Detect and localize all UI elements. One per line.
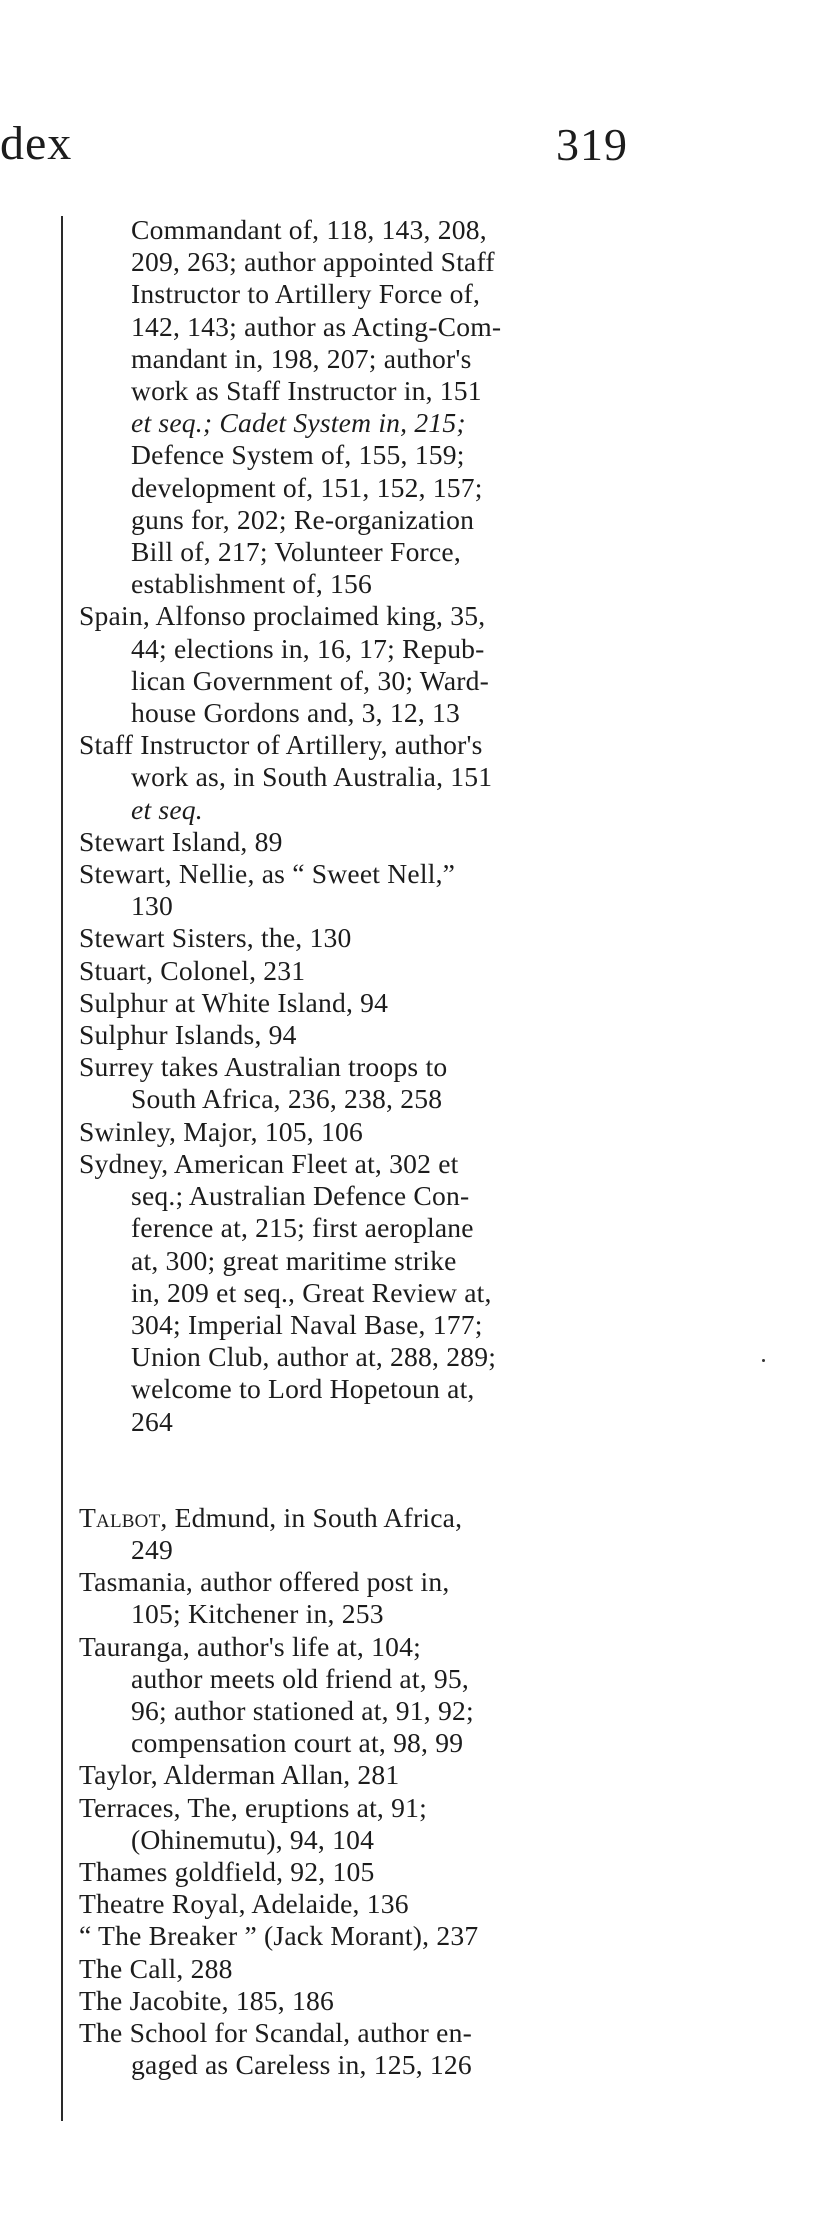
entry-line: et seq.; Cadet System in, 215;	[131, 407, 466, 439]
index-entry	[79, 1116, 646, 1148]
entry-line: 304; Imperial Naval Base, 177;	[131, 1308, 483, 1340]
entry-head-smallcaps: Talbot	[79, 1501, 161, 1533]
entry-line: et seq.	[131, 793, 203, 825]
entry-line: gaged as Careless in, 125, 126	[131, 2049, 472, 2081]
entry-line: Instructor to Artillery Force of,	[131, 278, 481, 310]
index-entry	[79, 826, 646, 858]
entry-head	[79, 1502, 646, 1534]
entry-head: Sulphur Islands, 94	[79, 1019, 297, 1051]
entry-head: Tauranga, author's life at, 104;	[79, 1630, 421, 1662]
index-entry	[79, 1953, 646, 1985]
index-entry	[79, 987, 646, 1019]
entry-line: 105; Kitchener in, 253	[131, 1598, 384, 1630]
entry-line: house Gordons and, 3, 12, 13	[131, 697, 461, 729]
entry-line: 130	[131, 890, 173, 922]
entry-line: work as Staff Instructor in, 151	[131, 375, 482, 407]
index-entry-continued	[79, 214, 646, 600]
entry-line: author meets old friend at, 95,	[131, 1662, 469, 1694]
page-number: 319	[556, 119, 628, 170]
entry-line: Defence System of, 155, 159;	[131, 439, 465, 471]
entry-line: 249	[131, 1533, 173, 1565]
entry-line: at, 300; great maritime strike	[131, 1244, 457, 1276]
letter-gap	[79, 1438, 646, 1502]
index-entry	[79, 1920, 646, 1952]
entry-head-rest: , Edmund, in South Africa,	[160, 1501, 463, 1533]
index-entry	[79, 1985, 646, 2017]
entry-head: Sulphur at White Island, 94	[79, 986, 389, 1018]
running-header-word: dex	[0, 117, 73, 170]
index-entry	[79, 2017, 646, 2081]
entry-head: The School for Scandal, author en-	[79, 2016, 472, 2048]
entry-line: seq.; Australian Defence Con-	[131, 1180, 470, 1212]
entry-line: (Ohinemutu), 94, 104	[131, 1823, 375, 1855]
index-entry	[79, 1502, 646, 1566]
entry-line: establishment of, 156	[131, 568, 373, 600]
entry-head: Stewart Island, 89	[79, 825, 283, 857]
entry-head: The Call, 288	[79, 1952, 233, 1984]
index-entry	[79, 1792, 646, 1856]
entry-head: Theatre Royal, Adelaide, 136	[79, 1888, 409, 1920]
entry-head: Staff Instructor of Artillery, author's	[79, 729, 483, 761]
entry-line: 96; author stationed at, 91, 92;	[131, 1694, 474, 1726]
entry-head: Taylor, Alderman Allan, 281	[79, 1759, 400, 1791]
entry-line: work as, in South Australia, 151	[131, 761, 493, 793]
entry-line: South Africa, 236, 238, 258	[131, 1083, 443, 1115]
index-entry	[79, 922, 646, 954]
entry-head: Stewart, Nellie, as “ Sweet Nell,”	[79, 858, 456, 890]
entry-head: Surrey takes Australian troops to	[79, 1051, 448, 1083]
specks	[762, 1359, 765, 1362]
entry-head: Spain, Alfonso proclaimed king, 35,	[79, 600, 486, 632]
entry-head: “ The Breaker ” (Jack Morant), 237	[79, 1920, 479, 1952]
entry-head: Stuart, Colonel, 231	[79, 954, 306, 986]
entry-line: ference at, 215; first aeroplane	[131, 1212, 474, 1244]
entry-line: compensation court at, 98, 99	[131, 1727, 464, 1759]
entry-head: Terraces, The, eruptions at, 91;	[79, 1791, 427, 1823]
entry-line: Commandant of, 118, 143, 208,	[131, 214, 487, 245]
index-entry	[79, 1019, 646, 1051]
entry-head: The Jacobite, 185, 186	[79, 1984, 334, 2016]
entry-head: Stewart Sisters, the, 130	[79, 922, 352, 954]
entry-line: development of, 151, 152, 157;	[131, 471, 483, 503]
index-entry	[79, 858, 646, 922]
entry-head: Thames goldfield, 92, 105	[79, 1855, 375, 1887]
index-entry	[79, 1051, 646, 1115]
entry-line: 209, 263; author appointed Staff	[131, 246, 495, 278]
entry-line: guns for, 202; Re-organization	[131, 503, 475, 535]
entry-line: 264	[131, 1405, 173, 1437]
column-rule	[61, 216, 63, 2121]
index-entry	[79, 1566, 646, 1630]
index-entry	[79, 729, 646, 826]
entry-line: Bill of, 217; Volunteer Force,	[131, 536, 461, 568]
entry-head: Sydney, American Fleet at, 302 et	[79, 1147, 459, 1179]
index-column	[79, 214, 646, 2081]
index-entry	[79, 600, 646, 729]
entry-line: welcome to Lord Hopetoun at,	[131, 1373, 475, 1405]
entry-line: 44; elections in, 16, 17; Repub-	[131, 632, 485, 664]
entry-head: Swinley, Major, 105, 106	[79, 1115, 363, 1147]
index-entry	[79, 1888, 646, 1920]
index-entry	[79, 1759, 646, 1791]
entry-line: 142, 143; author as Acting-Com-	[131, 310, 502, 342]
entry-head: Tasmania, author offered post in,	[79, 1566, 450, 1598]
entry-line: mandant in, 198, 207; author's	[131, 342, 472, 374]
entry-line: in, 209 et seq., Great Review at,	[131, 1276, 492, 1308]
entry-line: lican Government of, 30; Ward-	[131, 664, 490, 696]
entry-line: Union Club, author at, 288, 289;	[131, 1341, 497, 1373]
index-entry	[79, 955, 646, 987]
index-entry	[79, 1631, 646, 1760]
index-entry	[79, 1148, 646, 1438]
index-entry	[79, 1856, 646, 1888]
